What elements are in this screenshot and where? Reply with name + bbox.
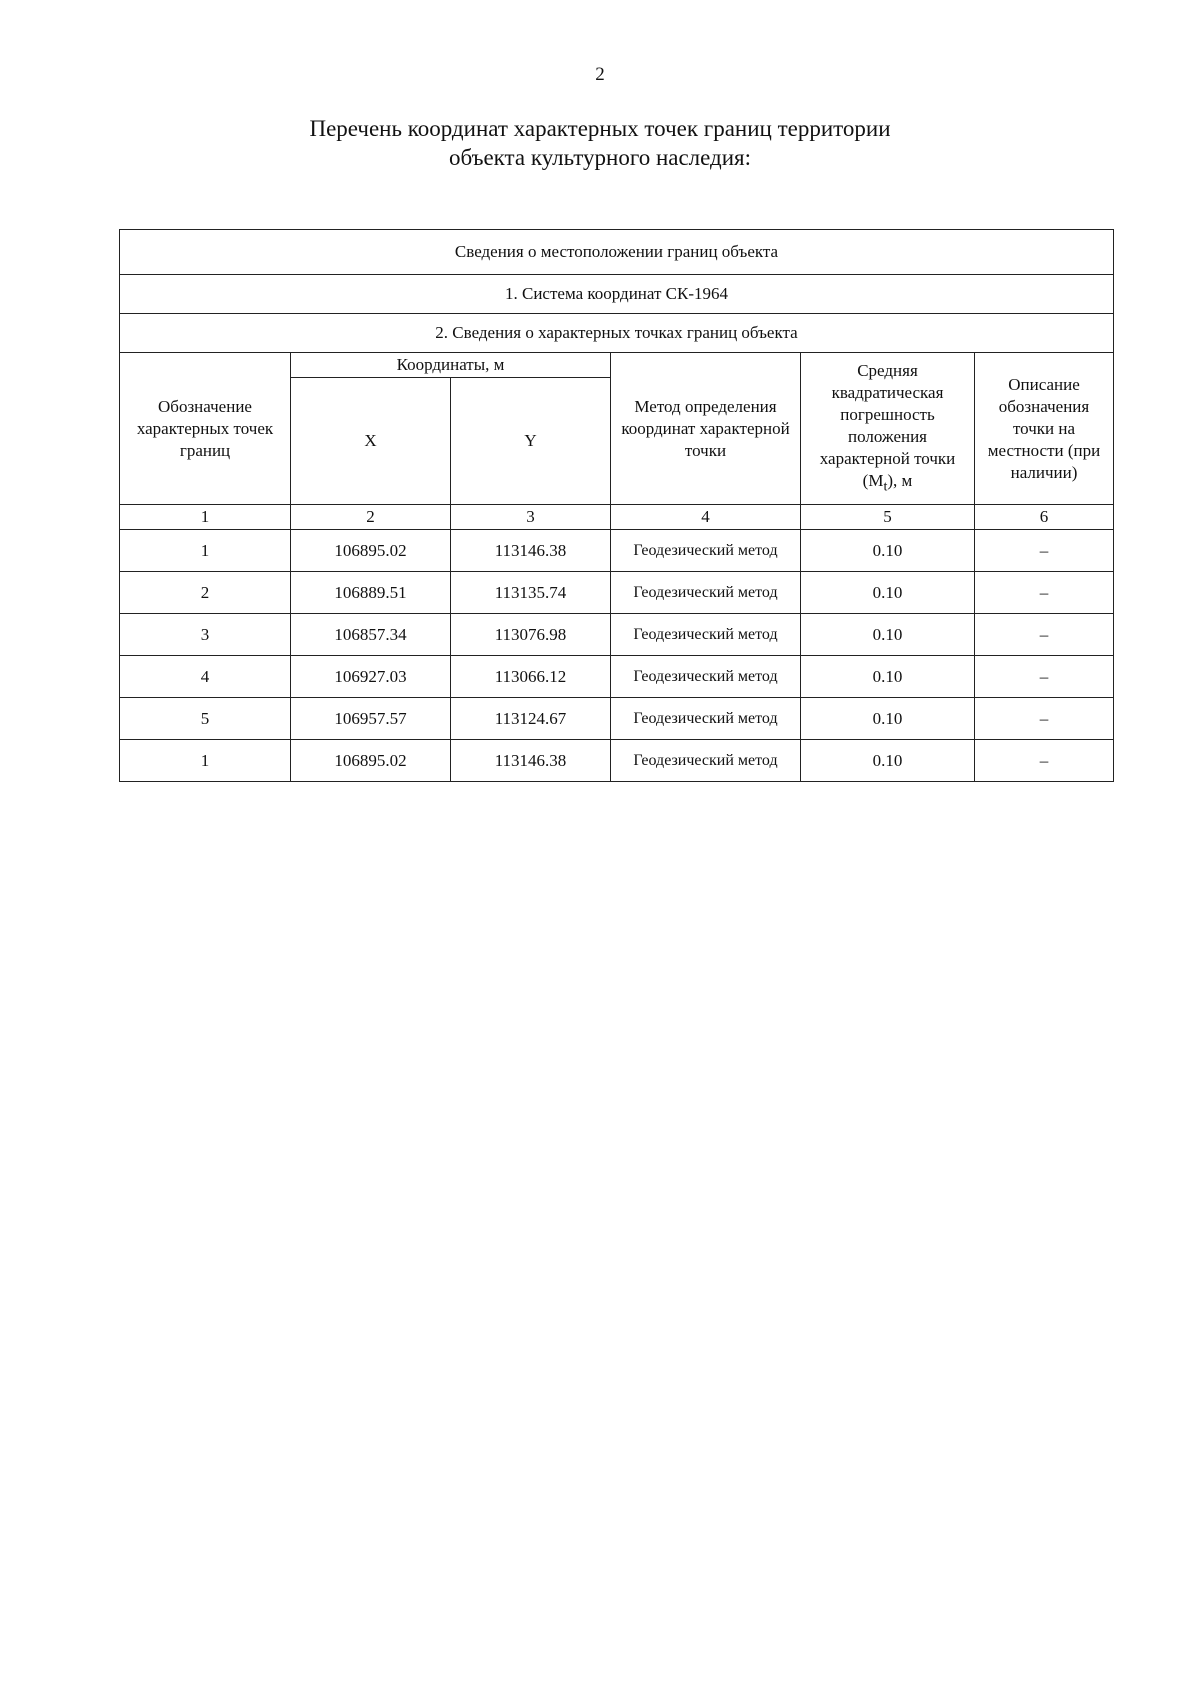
description-cell: – [975, 698, 1114, 740]
table-row [120, 740, 1114, 782]
column-numbers-row [120, 505, 1114, 530]
point-cell: 4 [120, 656, 291, 698]
table-row [120, 572, 1114, 614]
table-row [120, 614, 1114, 656]
header-error-subscript: t [883, 478, 888, 495]
y-cell: 113135.74 [451, 572, 611, 614]
title-line-1: Перечень координат характерных точек границ территории [309, 116, 891, 141]
column-number: 3 [451, 505, 611, 530]
point-cell: 5 [120, 698, 291, 740]
method-cell: Геодезический метод [611, 572, 801, 614]
header-description: Описание обозначения точки на местности (при наличии) [975, 353, 1114, 505]
error-cell: 0.10 [801, 656, 975, 698]
error-cell: 0.10 [801, 614, 975, 656]
y-cell: 113146.38 [451, 740, 611, 782]
column-number: 1 [120, 505, 291, 530]
point-cell: 1 [120, 530, 291, 572]
header-error-text: Средняя квадратическая погрешность положения характерной точки (M [819, 360, 956, 490]
page-number: 2 [595, 64, 605, 85]
y-cell: 113146.38 [451, 530, 611, 572]
error-cell: 0.10 [801, 572, 975, 614]
x-cell: 106889.51 [291, 572, 451, 614]
y-cell: 113076.98 [451, 614, 611, 656]
table-row [120, 656, 1114, 698]
section-header: Сведения о местоположении границ объекта [120, 230, 1114, 275]
description-cell: – [975, 740, 1114, 782]
header-x: X [291, 378, 451, 505]
method-cell: Геодезический метод [611, 740, 801, 782]
description-cell: – [975, 530, 1114, 572]
description-cell: – [975, 572, 1114, 614]
header-method: Метод определения координат характерной точки [611, 353, 801, 505]
header-error [801, 353, 975, 505]
method-cell: Геодезический метод [611, 656, 801, 698]
y-cell: 113124.67 [451, 698, 611, 740]
header-coordinates: Координаты, м [291, 353, 611, 378]
x-cell: 106857.34 [291, 614, 451, 656]
column-number: 2 [291, 505, 451, 530]
x-cell: 106927.03 [291, 656, 451, 698]
point-cell: 1 [120, 740, 291, 782]
point-cell: 2 [120, 572, 291, 614]
header-error-unit: ), м [887, 470, 913, 490]
document-title [0, 114, 1200, 172]
coordinate-system-row: 1. Система координат СК-1964 [120, 275, 1114, 314]
header-designation: Обозначение характерных точек границ [120, 353, 291, 505]
description-cell: – [975, 614, 1114, 656]
coordinates-table [119, 229, 1114, 782]
x-cell: 106895.02 [291, 740, 451, 782]
header-y: Y [451, 378, 611, 505]
method-cell: Геодезический метод [611, 698, 801, 740]
table-row [120, 530, 1114, 572]
method-cell: Геодезический метод [611, 614, 801, 656]
column-number: 6 [975, 505, 1114, 530]
method-cell: Геодезический метод [611, 530, 801, 572]
error-cell: 0.10 [801, 698, 975, 740]
x-cell: 106895.02 [291, 530, 451, 572]
table-row [120, 698, 1114, 740]
boundary-points-row: 2. Сведения о характерных точках границ объекта [120, 314, 1114, 353]
column-number: 5 [801, 505, 975, 530]
column-number: 4 [611, 505, 801, 530]
error-cell: 0.10 [801, 740, 975, 782]
description-cell: – [975, 656, 1114, 698]
point-cell: 3 [120, 614, 291, 656]
x-cell: 106957.57 [291, 698, 451, 740]
error-cell: 0.10 [801, 530, 975, 572]
title-line-2: объекта культурного наследия: [448, 145, 752, 170]
y-cell: 113066.12 [451, 656, 611, 698]
